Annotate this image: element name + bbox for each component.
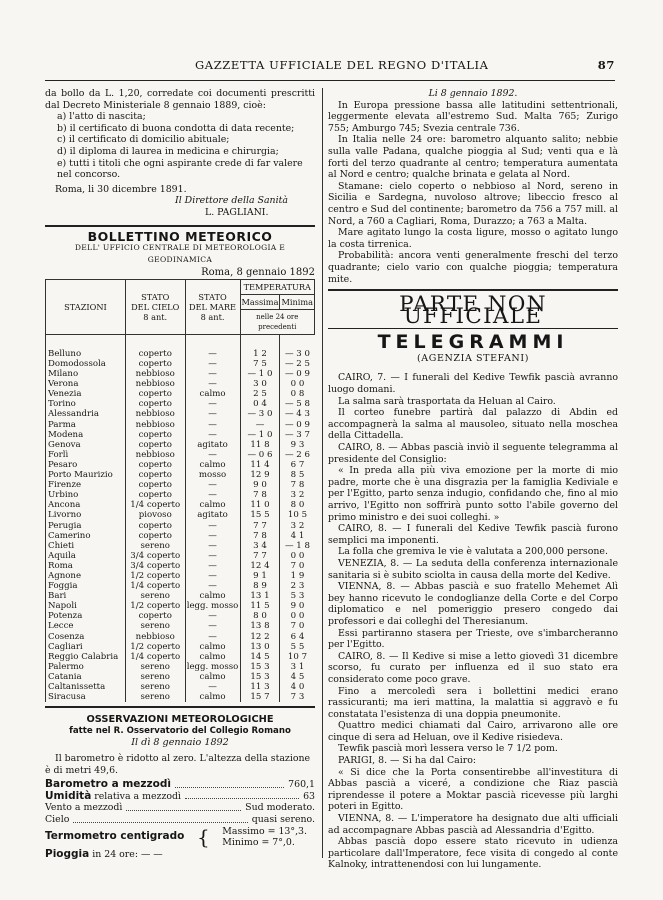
temp-min: 7 0	[280, 561, 315, 571]
temp-min: 7 8	[280, 480, 315, 490]
temp-min: 1 9	[280, 571, 315, 581]
termometro-label: Termometro centigrado	[45, 830, 185, 843]
temp-min: 3 1	[280, 662, 315, 672]
temp-min: — 2 5	[280, 359, 315, 369]
stato-cielo: nebbioso	[125, 420, 185, 430]
temp-max: 1 2	[240, 349, 280, 359]
column-separator	[322, 88, 323, 858]
meteo-row	[46, 682, 315, 692]
temp-max: 7 8	[240, 490, 280, 500]
temp-max: 3 4	[240, 541, 280, 551]
temp-max: 8 9	[240, 581, 280, 591]
meteo-row	[46, 531, 315, 541]
meteo-row	[46, 359, 315, 369]
stato-mare: calmo	[185, 591, 240, 601]
telegram-paragraph: « Si dice che la Porta consentirebbe all'investitura di Abbas pascià a viceré, a condizione che Riaz pascià riprendesse il potere a Moktar pascià ricevesse più larghi poteri in Egitto.	[328, 766, 618, 813]
stato-cielo: sereno	[125, 621, 185, 631]
temp-min: 4 5	[280, 672, 315, 682]
temp-min: 10 7	[280, 652, 315, 662]
temp-max: 12 4	[240, 561, 280, 571]
stato-mare: —	[185, 430, 240, 440]
temp-min: 8 0	[280, 500, 315, 510]
station-name: Foggia	[46, 581, 126, 591]
temp-min: 6 7	[280, 460, 315, 470]
termometro-minimo: Minimo = 7°,0.	[222, 837, 295, 849]
pioggia-value: in 24 ore: — —	[92, 848, 163, 860]
stato-cielo: 3/4 coperto	[125, 561, 185, 571]
weather-para-probabilita: Probabilità: ancora venti generalmente freschi del terzo quadrante; cielo vario con qualche pioggia; temperatura mite.	[328, 250, 618, 285]
meteo-row	[46, 420, 315, 430]
temp-max: 11 4	[240, 460, 280, 470]
stato-mare: —	[185, 349, 240, 359]
temp-min: 5 3	[280, 591, 315, 601]
stato-cielo: coperto	[125, 349, 185, 359]
telegram-paragraph: Quattro medici chiamati dal Cairo, arrivarono alle ore cinque di sera ad Heluan, ove il Kedive risiedeva.	[328, 720, 618, 743]
telegram-paragraph: CAIRO, 7. — I funerali del Kedive Tewfik pascià avranno luogo domani.	[328, 372, 618, 396]
stato-mare: —	[185, 359, 240, 369]
stato-mare: calmo	[185, 672, 240, 682]
temp-max: 15 7	[240, 692, 280, 702]
header-mare: STATO DEL MARE 8 ant.	[185, 279, 240, 334]
stato-mare: —	[185, 369, 240, 379]
meteo-row	[46, 662, 315, 672]
station-name: Genova	[46, 440, 126, 450]
station-name: Venezia	[46, 389, 126, 399]
meteo-row	[46, 601, 315, 611]
station-name: Siracusa	[46, 692, 126, 702]
stato-mare: —	[185, 541, 240, 551]
meteo-row	[46, 369, 315, 379]
pioggia-row	[45, 849, 315, 861]
header-rule	[45, 80, 615, 81]
temp-min: 0 0	[280, 379, 315, 389]
stato-mare: calmo	[185, 460, 240, 470]
meteo-row	[46, 642, 315, 652]
notice-item-e: e) tutti i titoli che ogni aspirante crede di far valere nel concorso.	[57, 157, 303, 181]
meteo-row	[46, 460, 315, 470]
notice-item-b: b) il certificato di buona condotta di data recente;	[57, 122, 295, 134]
station-name: Cosenza	[46, 632, 126, 642]
station-name: Cagliari	[46, 642, 126, 652]
stato-mare: legg. mosso	[186, 661, 239, 672]
stato-mare: —	[185, 521, 240, 531]
station-name: Chieti	[46, 541, 126, 551]
weather-para-stamane: Stamane: cielo coperto o nebbioso al Nord, sereno in Sicilia e Sardegna, nuvoloso altrove; libeccio fresco al centro e Sud del continente; barometro da 756 a 757 mill. al Nord, a 760 a Cagliari, Roma, Durazzo; a 763 a Malta.	[328, 180, 618, 227]
stato-cielo: sereno	[125, 591, 185, 601]
termometro-row: Termometro centigrado { Massimo = 13°,3. Minimo = 7°,0.	[45, 825, 307, 850]
stato-cielo: sereno	[125, 682, 185, 692]
stato-cielo: sereno	[125, 672, 185, 682]
temp-min: 3 2	[280, 490, 315, 500]
temp-max: 11 8	[240, 440, 280, 450]
weather-para-mare: Mare agitato lungo la costa ligure, mosso o agitato lungo la costa tirrenica.	[328, 227, 618, 250]
bollettino-date: Roma, 8 gennaio 1892	[201, 267, 315, 279]
osservazioni-date: Il dì 8 gennaio 1892	[131, 737, 229, 749]
station-name: Napoli	[46, 601, 126, 611]
meteo-row	[46, 692, 315, 702]
temp-min: 7 0	[280, 621, 315, 631]
temp-min: 8 5	[280, 470, 315, 480]
stato-mare: —	[185, 581, 240, 591]
page-header	[45, 58, 615, 74]
telegram-paragraph: La folla che gremiva le vie è valutata a 200,000 persone.	[338, 546, 608, 558]
meteo-row	[46, 561, 315, 571]
station-name: Palermo	[46, 662, 126, 672]
stato-cielo: nebbioso	[125, 450, 185, 460]
stato-cielo: sereno	[125, 692, 185, 702]
station-name: Firenze	[46, 480, 126, 490]
stato-cielo: nebbioso	[125, 632, 185, 642]
station-name: Caltanissetta	[46, 682, 126, 692]
stato-cielo: sereno	[125, 541, 185, 551]
temp-min: 2 3	[280, 581, 315, 591]
meteo-row	[46, 379, 315, 389]
temp-max: 15 3	[240, 662, 280, 672]
telegram-paragraph: La salma sarà trasportata da Heluan al Cairo.	[338, 395, 556, 407]
stato-cielo: 1/4 coperto	[125, 500, 185, 510]
station-name: Roma	[46, 561, 126, 571]
temp-min: 4 0	[280, 682, 315, 692]
temp-max: 13 0	[240, 642, 280, 652]
stato-mare: —	[185, 420, 240, 430]
meteo-row	[46, 521, 315, 531]
meteo-table-body	[46, 334, 315, 702]
bollettino-title: BOLLETTINO METEORICO	[87, 228, 273, 244]
stato-cielo: sereno	[125, 662, 185, 672]
temp-max: 7 7	[240, 521, 280, 531]
stato-cielo: nebbioso	[125, 409, 185, 419]
meteo-row	[46, 500, 315, 510]
barometro-value: 760,1	[288, 779, 315, 791]
notice-sign-name: L. PAGLIANI.	[205, 206, 269, 218]
meteo-row	[46, 652, 315, 662]
stato-mare: —	[185, 621, 240, 631]
telegram-paragraph: VENEZIA, 8. — La seduta della conferenza internazionale sanitaria si è subito sciolta in causa della morte del Kedive.	[328, 557, 618, 581]
temp-min: — 3 7	[280, 430, 315, 440]
cielo-row	[45, 814, 315, 826]
temp-max: 11 3	[240, 682, 280, 692]
stato-mare: —	[185, 379, 240, 389]
stato-cielo: 1/4 coperto	[125, 652, 185, 662]
stato-mare: —	[185, 399, 240, 409]
temp-max: 8 0	[240, 611, 280, 621]
temp-min: — 5 8	[280, 399, 315, 409]
vento-row	[45, 802, 315, 814]
telegram-paragraph: VIENNA, 8. — L'imperatore ha designato due alti ufficiali ad accompagnare Abbas pascià ad Alessandria d'Egitto.	[328, 813, 618, 836]
stato-mare: agitato	[185, 510, 240, 520]
stato-mare: —	[185, 571, 240, 581]
meteo-row	[46, 621, 315, 631]
newspaper-title: GAZZETTA UFFICIALE DEL REGNO D'ITALIA	[195, 58, 489, 72]
stato-cielo: 1/4 coperto	[125, 581, 185, 591]
umidita-rest: relativa a mezzodì	[94, 790, 182, 802]
meteo-row	[46, 541, 315, 551]
header-cielo: STATO DEL CIELO 8 ant.	[125, 279, 185, 334]
temp-max: 14 5	[240, 652, 280, 662]
meteo-row	[46, 672, 315, 682]
temp-min: — 0 9	[280, 369, 315, 379]
cielo-label: Cielo	[45, 813, 70, 825]
stato-cielo: coperto	[125, 531, 185, 541]
meteo-row	[46, 551, 315, 561]
header-massima: Massima	[240, 294, 280, 309]
temp-min: 9 0	[280, 601, 315, 611]
temp-max: 0 4	[240, 399, 280, 409]
vento-value: Sud moderato.	[245, 802, 315, 814]
temp-min: — 1 8	[280, 541, 315, 551]
stato-cielo: coperto	[125, 521, 185, 531]
notice-intro: da bollo da L. 1,20, corredate coi documenti prescritti dal Decreto Ministeriale 8 gennaio 1889, cioè:	[45, 88, 315, 111]
temp-min: 6 4	[280, 632, 315, 642]
telegram-paragraph: Abbas pascià dopo essere stato ricevuto in udienza particolare dall'Imperatore, fece visita di congedo al conte Kalnoky, intrattenendosi con lui lungamente.	[328, 836, 618, 871]
stato-mare: calmo	[185, 500, 240, 510]
header-temperatura: TEMPERATURA	[240, 279, 314, 294]
station-name: Agnone	[46, 571, 126, 581]
temp-max: — 3 0	[240, 409, 280, 419]
stato-cielo: 1/2 coperto	[125, 642, 185, 652]
left-column	[45, 88, 315, 860]
weather-report-date: Li 8 gennaio 1892.	[428, 88, 518, 99]
station-name: Pesaro	[46, 460, 126, 470]
stato-mare: —	[185, 409, 240, 419]
telegram-paragraph: CAIRO, 8. — Abbas pascià inviò il seguente telegramma al presidente del Consiglio:	[328, 442, 618, 465]
temp-max: 7 8	[240, 531, 280, 541]
station-name: Potenza	[46, 611, 126, 621]
meteo-row	[46, 632, 315, 642]
stato-cielo: coperto	[125, 399, 185, 409]
barometro-label: Barometro a mezzodì	[45, 778, 171, 791]
temp-max: 11 0	[240, 500, 280, 510]
meteo-row	[46, 591, 315, 601]
notice-item-a: a) l'atto di nascita;	[57, 111, 146, 123]
stato-cielo: nebbioso	[125, 369, 185, 379]
osservazioni-intro: Il barometro è ridotto al zero. L'altezza della stazione è di metri 49,6.	[45, 752, 311, 776]
stato-cielo: coperto	[125, 389, 185, 399]
station-name: Camerino	[46, 531, 126, 541]
agenzia-label: (AGENZIA STEFANI)	[416, 352, 529, 364]
stato-cielo: coperto	[125, 359, 185, 369]
stato-cielo: coperto	[125, 460, 185, 470]
temp-max: 2 5	[240, 389, 280, 399]
stato-mare: —	[185, 632, 240, 642]
temp-min: — 2 6	[280, 450, 315, 460]
station-name: Verona	[46, 379, 126, 389]
stato-cielo: coperto	[125, 480, 185, 490]
stato-cielo: piovoso	[125, 510, 185, 520]
temp-min: — 3 0	[280, 349, 315, 359]
stato-cielo: coperto	[125, 440, 185, 450]
temp-max: — 1 0	[240, 430, 280, 440]
stato-mare: —	[185, 611, 240, 621]
stato-mare: agitato	[185, 440, 240, 450]
stato-mare: —	[185, 682, 240, 692]
meteo-row	[46, 409, 315, 419]
telegram-paragraph: « In preda alla più viva emozione per la morte di mio padre, morte che è una disgrazia per la famiglia Kediviale e per l'Egitto, parto senza indugio, confidando che, fino al mio arrivo, l'Egitto non soffrirà punto sotto l'abile governo del primo ministro e dei suoi colleghi. »	[328, 465, 618, 523]
telegrammi-heading: TELEGRAMMI	[377, 331, 569, 354]
station-name: Ancona	[46, 500, 126, 510]
section-rule	[45, 225, 315, 227]
stato-mare: —	[185, 531, 240, 541]
telegram-paragraph: Essi partiranno stasera per Trieste, ove s'imbarcheranno per l'Egitto.	[328, 627, 618, 651]
telegram-paragraph: CAIRO, 8. — I funerali del Kedive Tewfik pascià furono semplici ma imponenti.	[328, 523, 618, 546]
telegram-paragraph: Il corteo funebre partirà dal palazzo di Abdin ed accompagnerà la salma al mausoleo, situato nella moschea della Cittadella.	[328, 407, 618, 442]
meteo-table	[45, 279, 315, 702]
temp-min: 7 3	[280, 692, 315, 702]
station-name: Perugia	[46, 521, 126, 531]
section-rule-2	[45, 706, 315, 708]
vento-label: Vento a mezzodì	[45, 802, 123, 814]
stato-cielo: coperto	[125, 490, 185, 500]
meteo-row	[46, 399, 315, 409]
notice-date: Roma, li 30 dicembre 1891.	[55, 183, 187, 195]
meteo-row	[46, 581, 315, 591]
temp-max: 3 0	[240, 379, 280, 389]
termometro-massimo: Massimo = 13°,3.	[222, 825, 307, 837]
telegram-paragraph: Fino a mercoledì sera i bollettini medici erano rassicuranti; ma ieri mattina, la malattia si aggravò e fu constatata l'esistenza di una doppia pneumonite.	[328, 685, 618, 720]
temp-max: 7 7	[240, 551, 280, 561]
temp-max: — 0 6	[240, 450, 280, 460]
stato-mare: mosso	[185, 470, 240, 480]
temp-min: 5 5	[280, 642, 315, 652]
stato-mare: calmo	[185, 389, 240, 399]
station-name: Urbino	[46, 490, 126, 500]
stato-mare: legg. mosso	[186, 601, 239, 612]
temp-min: 9 3	[280, 440, 315, 450]
station-name: Livorno	[46, 510, 126, 520]
meteo-row	[46, 430, 315, 440]
stato-cielo: 3/4 coperto	[125, 551, 185, 561]
cielo-value: quasi sereno.	[251, 813, 315, 825]
stato-mare: calmo	[185, 692, 240, 702]
weather-para-italia: In Italia nelle 24 ore: barometro alquanto salito; nebbie sulla valle Padana, qualche pioggia al Sud; venti qua e là forti del terzo quadrante al centro; temperatura aumentata al Nord e centro; qualche brinata e gelata al Nord.	[328, 134, 618, 181]
station-name: Torino	[46, 399, 126, 409]
meteo-row	[46, 490, 315, 500]
temp-max: 11 5	[240, 601, 280, 611]
station-name: Lecce	[46, 621, 126, 631]
osservazioni-subtitle: fatte nel R. Osservatorio del Collegio Romano	[69, 725, 291, 736]
temp-max: — 1 0	[240, 369, 280, 379]
meteo-row	[46, 571, 315, 581]
stato-mare: —	[185, 551, 240, 561]
stato-mare: —	[185, 450, 240, 460]
meteo-row	[46, 470, 315, 480]
notice-item-d: d) il diploma di laurea in medicina e chirurgia;	[57, 145, 279, 157]
station-name: Catania	[46, 672, 126, 682]
stato-mare: —	[185, 490, 240, 500]
notice-item-c: c) il certificato di domicilio abituale;	[57, 134, 230, 146]
stato-cielo: coperto	[125, 430, 185, 440]
station-name: Porto Maurizio	[46, 470, 126, 480]
header-stazioni: STAZIONI	[46, 279, 126, 334]
temp-min: 0 8	[280, 389, 315, 399]
umidita-label: Umidità	[45, 789, 92, 802]
stato-mare: —	[185, 561, 240, 571]
telegram-paragraph: CAIRO, 8. — Il Kedive si mise a letto giovedì 31 dicembre scorso, fu curato per influenza ed il suo stato era considerato come poco grave.	[328, 650, 618, 685]
station-name: Milano	[46, 369, 126, 379]
temp-max: 9 1	[240, 571, 280, 581]
telegrammi-body	[328, 372, 618, 871]
header-24-ore: nelle 24 ore precedenti	[240, 309, 314, 334]
meteo-row	[46, 349, 315, 359]
station-name: Aquila	[46, 551, 126, 561]
telegram-paragraph: VIENNA, 8. — Abbas pascià e suo fratello Mehemet Alì bey hanno ricevuto le condoglianze della Corte e del Corpo diplomatico e nel pomeriggio presero congedo dai professori e dai colleghi del Theresianum.	[328, 581, 618, 627]
station-name: Modena	[46, 430, 126, 440]
temp-min: 3 2	[280, 521, 315, 531]
umidita-value: 63	[303, 790, 315, 802]
right-column	[328, 88, 618, 871]
temp-max: 12 2	[240, 632, 280, 642]
stato-cielo: nebbioso	[125, 379, 185, 389]
stato-cielo: 1/2 coperto	[125, 601, 185, 611]
temp-max: 13 1	[240, 591, 280, 601]
temp-max: 13 8	[240, 621, 280, 631]
temp-max: 15 5	[240, 510, 280, 520]
temp-min: 0 0	[280, 611, 315, 621]
umidita-row	[45, 791, 315, 803]
temp-max: 15 3	[240, 672, 280, 682]
notice-sign-role: Il Direttore della Sanità	[175, 195, 288, 207]
station-name: Bari	[46, 591, 126, 601]
station-name: Forlì	[46, 450, 126, 460]
parte-non-ufficiale-heading: PARTE NON UFFICIALE	[328, 289, 618, 329]
weather-para-europa: In Europa pressione bassa alle latitudini settentrionali, leggermente elevata all'estremo Sud. Malta 765; Zurigo 755; Amburgo 745; Svezia centrale 736.	[328, 99, 618, 134]
header-minima: Minima	[280, 294, 315, 309]
station-name: Belluno	[46, 349, 126, 359]
stato-mare: calmo	[185, 652, 240, 662]
station-name: Parma	[46, 420, 126, 430]
osservazioni-title: OSSERVAZIONI METEOROLOGICHE	[86, 714, 274, 726]
bollettino-subtitle: DELL' UFFICIO CENTRALE DI METEOROLOGIA E GEODINAMICA	[74, 243, 286, 264]
temp-min: 10 5	[280, 510, 315, 520]
stato-mare: —	[185, 480, 240, 490]
meteo-row	[46, 480, 315, 490]
temp-min: 0 0	[280, 551, 315, 561]
temp-min: — 4 3	[280, 409, 315, 419]
station-name: Alessandria	[46, 409, 126, 419]
temp-max: 7 5	[240, 359, 280, 369]
temp-min: — 0 9	[280, 420, 315, 430]
telegram-paragraph: Tewfik pascià morì lessera verso le 7 1/2 pom.	[338, 743, 558, 755]
stato-cielo: coperto	[125, 470, 185, 480]
station-name: Domodossola	[46, 359, 126, 369]
temp-max: 9 0	[240, 480, 280, 490]
page-number: 87	[597, 58, 615, 72]
stato-cielo: 1/2 coperto	[125, 571, 185, 581]
pioggia-label: Pioggia	[45, 847, 90, 860]
stato-mare: calmo	[185, 642, 240, 652]
telegram-paragraph: PARIGI, 8. — Si ha dal Cairo:	[338, 755, 477, 767]
meteo-row	[46, 389, 315, 399]
temp-min: 4 1	[280, 531, 315, 541]
temp-max: —	[240, 420, 280, 430]
meteo-row	[46, 450, 315, 460]
meteo-row	[46, 510, 315, 520]
meteo-row	[46, 611, 315, 621]
stato-cielo: coperto	[125, 611, 185, 621]
meteo-row	[46, 440, 315, 450]
temp-max: 12 9	[240, 470, 280, 480]
station-name: Reggio Calabria	[46, 652, 126, 662]
